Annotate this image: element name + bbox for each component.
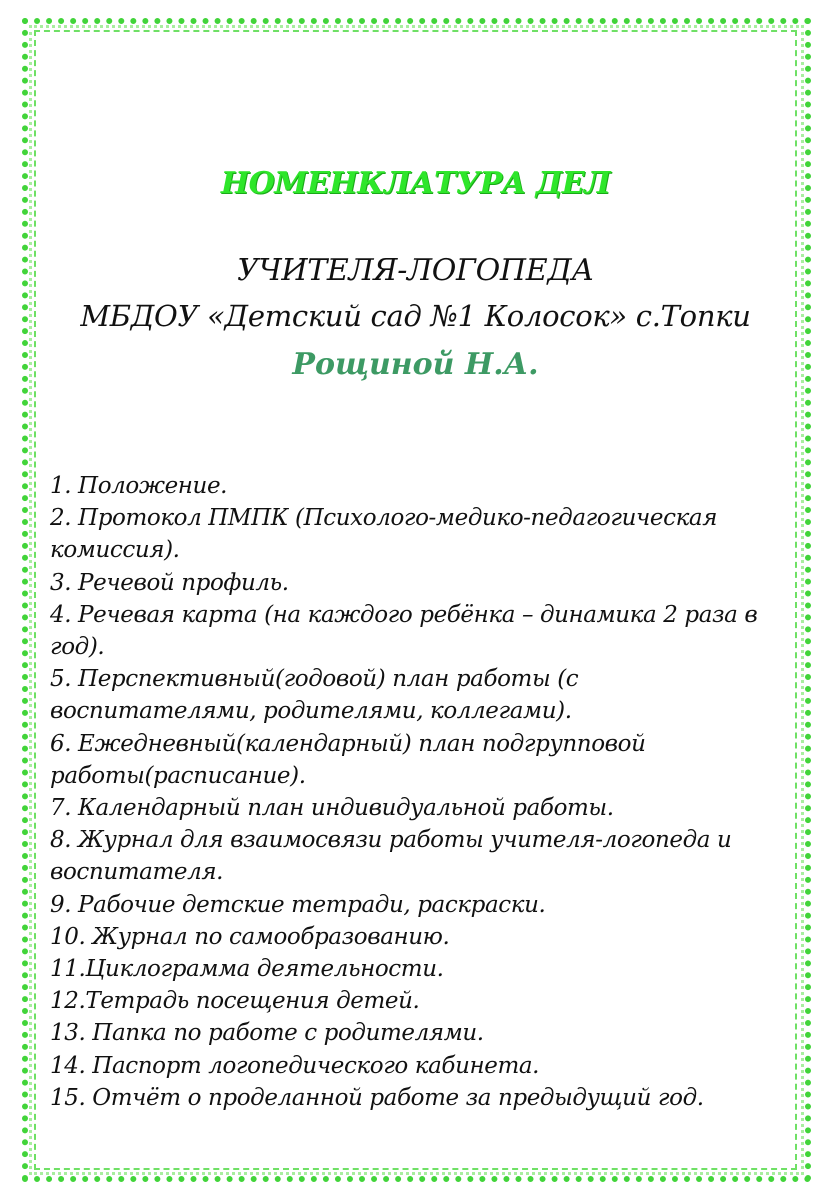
document-subtitle-institution: МБДОУ «Детский сад №1 Колосок» с.Топки — [80, 299, 751, 333]
list-item: 7. Календарный план индивидуальной работы. — [50, 795, 614, 822]
list-item: 15. Отчёт о проделанной работе за предыдущий год. — [50, 1084, 704, 1111]
nomenclature-list — [50, 470, 790, 1114]
list-item: 2. Протокол ПМПК (Психолого-медико-педагогическая комиссия). — [50, 505, 718, 564]
list-item: 12.Тетрадь посещения детей. — [50, 988, 420, 1015]
list-item: 13. Папка по работе с родителями. — [50, 1020, 484, 1047]
list-item: 3. Речевой профиль. — [50, 569, 289, 596]
list-item: 5. Перспективный(годовой) план работы (с воспитателями, родителями, коллегами). — [50, 666, 579, 725]
document-author: Рощиной Н.А. — [292, 347, 539, 382]
document-subtitle-position: УЧИТЕЛЯ-ЛОГОПЕДА — [237, 253, 594, 288]
document-title: НОМЕНКЛАТУРА ДЕЛ — [220, 166, 611, 201]
list-item: 9. Рабочие детские тетради, раскраски. — [50, 891, 546, 918]
list-item: 1. Положение. — [50, 473, 228, 499]
list-item: 8. Журнал для взаимосвязи работы учителя-логопеда и воспитателя. — [50, 827, 732, 886]
list-item: 14. Паспорт логопедического кабинета. — [50, 1052, 540, 1079]
list-item: 10. Журнал по самообразованию. — [50, 923, 450, 950]
list-item: 11.Циклограмма деятельности. — [50, 956, 444, 983]
list-item: 6. Ежедневный(календарный) план подгрупповой работы(расписание). — [50, 730, 646, 789]
list-item: 4. Речевая карта (на каждого ребёнка – динамика 2 раза в год). — [50, 601, 758, 661]
